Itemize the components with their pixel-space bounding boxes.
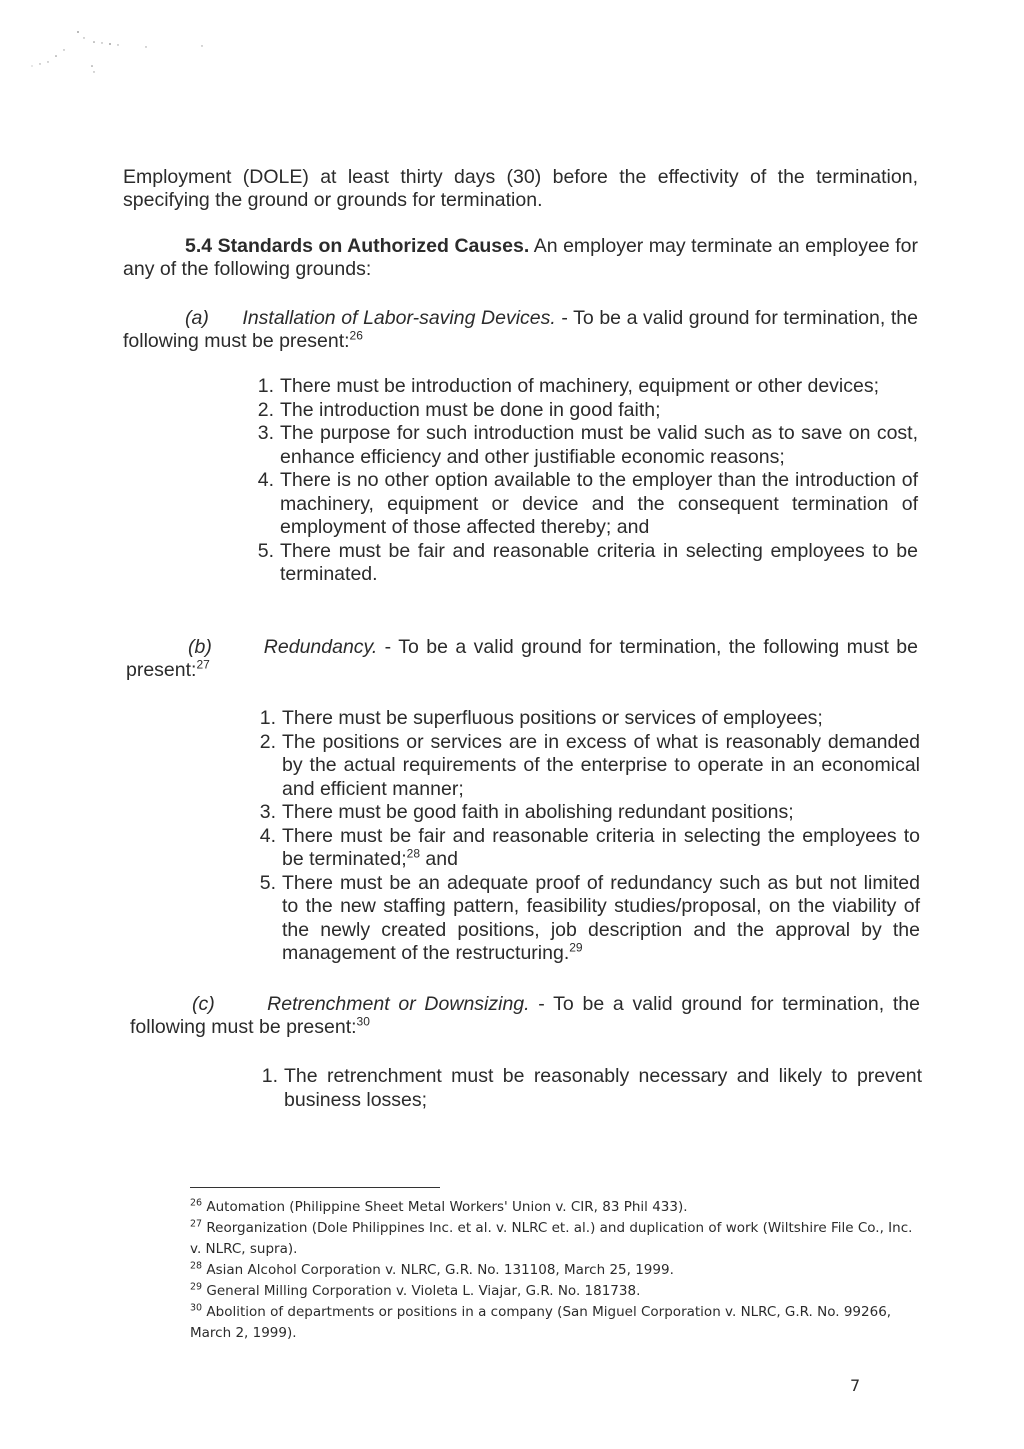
footnote-text: Asian Alcohol Corporation v. NLRC, G.R. No. 131108, March 25, 1999. [206,1262,674,1278]
footnote-29 [190,1281,925,1302]
footnote-text: Automation (Philippine Sheet Metal Workers' Union v. CIR, 83 Phil 433). [206,1199,688,1215]
list-number: 1. [259,707,276,729]
footnotes [190,1197,925,1344]
footnote-30 [190,1302,925,1344]
list-item [250,801,920,825]
ground-a-intro [123,307,918,353]
list-number: 1. [257,375,274,397]
section-paragraph [123,235,918,281]
list-number: 3. [257,422,274,444]
list-item [250,825,920,872]
ground-b-letter: (b) [188,636,212,658]
list-text: The purpose for such introduction must be valid such as to save on cost, enhance efficiency and other justifiable economic reasons; [280,422,918,468]
ground-b-intro [126,636,918,682]
footnote-text: Abolition of departments or positions in a company (San Miguel Corporation v. NLRC, G.R. No. 99266, March 2, 1999). [190,1304,892,1341]
scan-specks [14,18,214,78]
footnote-ref-26: 26 [349,328,363,343]
footnote-ref-28: 28 [406,846,421,861]
list-number: 3. [259,801,276,823]
footnote-text: General Milling Corporation v. Violeta L. Viajar, G.R. No. 181738. [206,1283,641,1299]
footnote-27 [190,1218,925,1260]
footnote-separator [190,1187,440,1188]
list-item [250,731,920,802]
footnote-26 [190,1197,925,1218]
ground-a-letter: (a) [185,307,209,329]
footnote-text: Reorganization (Dole Philippines Inc. et al. v. NLRC et. al.) and duplication of work (Wiltshire File Co., Inc. v. NLRC, supra). [190,1220,913,1257]
list-number: 5. [259,871,276,894]
ground-c-title: Retrenchment or Downsizing. [267,993,530,1015]
page-number: 7 [850,1376,861,1395]
ground-b-text: - To be a valid ground for termination, the following must be present: [126,636,918,681]
list-text-after: and [420,848,458,870]
list-text: There is no other option available to the employer than the introduction of machinery, equipment or device and the consequent termination of employment of those affected thereby; and [280,469,918,538]
footnote-ref-30: 30 [356,1014,370,1029]
footnote-number: 29 [190,1281,203,1293]
ground-a-title: Installation of Labor-saving Devices. [242,307,556,329]
list-text: The retrenchment must be reasonably necessary and likely to prevent business losses; [284,1065,922,1111]
ground-b-title: Redundancy. [263,636,378,658]
list-item [250,872,920,966]
footnote-number: 28 [190,1260,203,1272]
list-number: 1. [261,1065,278,1087]
footnote-number: 26 [190,1197,203,1209]
list-number: 5. [257,539,274,562]
list-text: The positions or services are in excess of what is reasonably demanded by the actual requirements of the enterprise to operate in an economical and efficient manner; [282,730,920,800]
list-number: 4. [257,469,274,491]
list-text: The introduction must be done in good faith; [280,398,661,421]
footnote-28 [190,1260,925,1281]
ground-a-text: - To be a valid ground for termination, the following must be present: [123,307,918,352]
list-text: There must be introduction of machinery, equipment or other devices; [280,375,880,397]
list-item [248,469,918,540]
footnote-ref-29: 29 [569,940,583,955]
list-item [248,540,918,587]
section-heading: 5.4 Standards on Authorized Causes. [185,235,530,257]
list-item [248,399,918,423]
list-text: There must be fair and reasonable criteria in selecting employees to be terminated. [280,539,918,585]
list-item [248,375,918,399]
footnote-ref-27: 27 [196,657,210,672]
list-number: 4. [259,824,276,847]
list-text: There must be good faith in abolishing redundant positions; [282,801,794,823]
list-text: There must be an adequate proof of redundancy such as but not limited to the new staffing pattern, feasibility studies/proposal, on the viability of the newly created positions, job description and the approval by the management of the restructuring. [282,871,920,964]
footnote-number: 27 [190,1218,203,1230]
list-text: There must be superfluous positions or services of employees; [282,707,823,729]
ground-c-intro [130,993,920,1039]
ground-b-list [250,707,920,966]
ground-c-letter: (c) [192,993,215,1015]
list-item [250,707,920,731]
footnote-number: 30 [190,1302,203,1314]
section-intro: An employer may terminate an employee for any of the following grounds: [123,235,918,280]
list-item [252,1065,922,1112]
list-text: There must be fair and reasonable criteria in selecting the employees to be terminated; [282,824,920,870]
ground-a-list [248,375,918,587]
ground-c-list [252,1065,922,1112]
list-number: 2. [257,398,274,421]
continuation-paragraph: Employment (DOLE) at least thirty days (30) before the effectivity of the termination, specifying the ground or grounds for termination. [123,166,918,211]
list-item [248,422,918,469]
ground-c-text: - To be a valid ground for termination, the following must be present: [130,993,920,1038]
list-number: 2. [259,730,276,753]
